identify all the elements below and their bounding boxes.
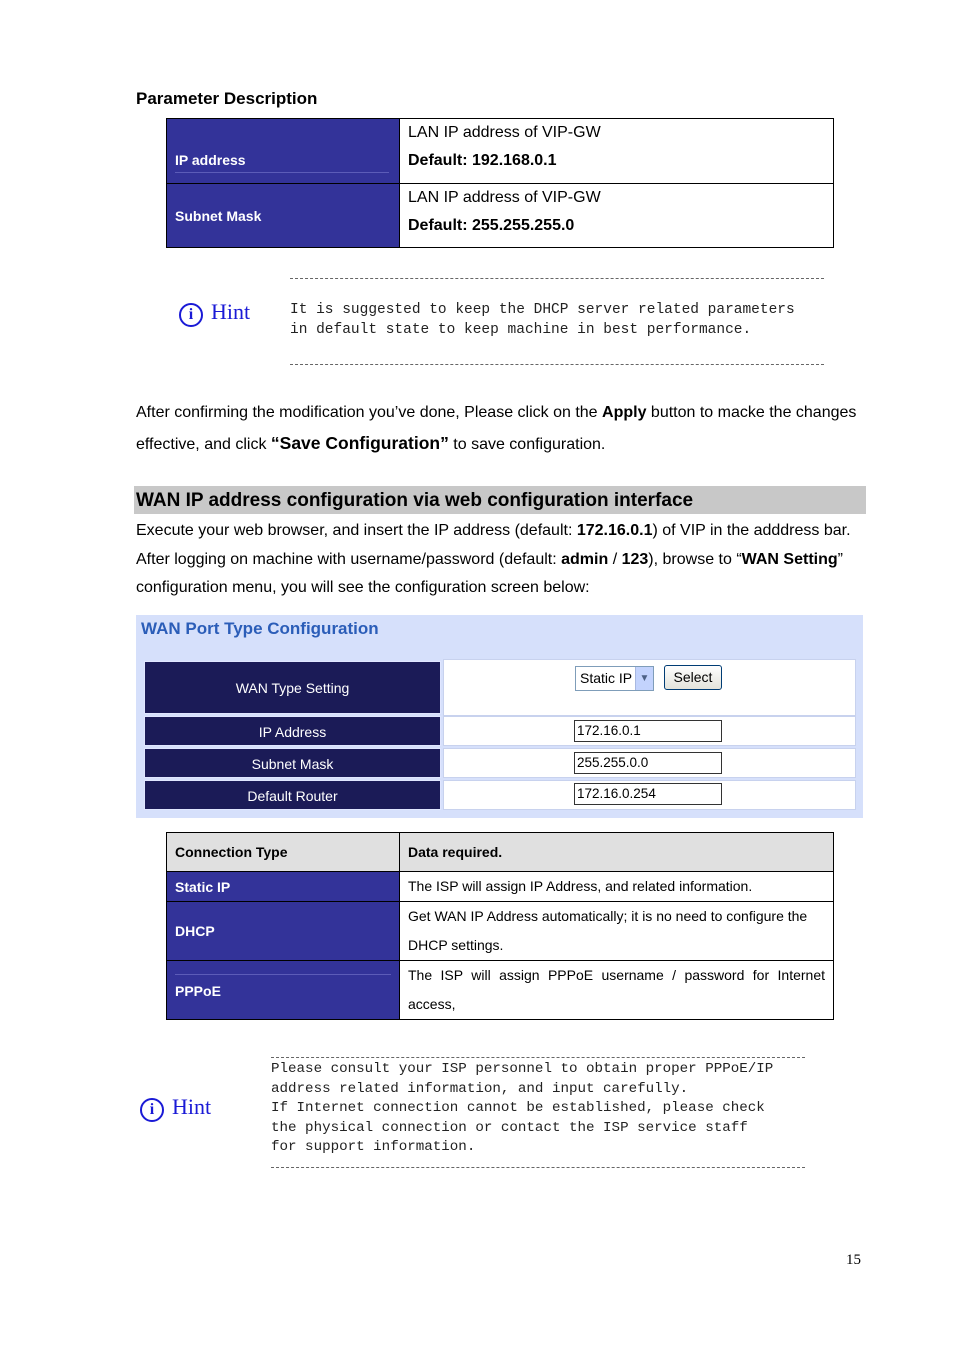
default-username: admin bbox=[561, 550, 609, 568]
param-desc-text: LAN IP address of VIP-GW bbox=[408, 189, 601, 206]
wan-panel-title: WAN Port Type Configuration bbox=[141, 619, 379, 638]
info-icon: i bbox=[140, 1098, 164, 1122]
chevron-down-icon[interactable]: ▼ bbox=[635, 667, 653, 690]
column-header: Connection Type bbox=[167, 833, 400, 872]
param-desc-text: LAN IP address of VIP-GW bbox=[408, 124, 601, 141]
paragraph-text: button to macke the changes effective, and click bbox=[136, 404, 857, 453]
info-icon: i bbox=[179, 303, 203, 327]
hint-heading bbox=[179, 299, 250, 327]
subnet-mask-input[interactable]: 255.255.0.0 bbox=[574, 752, 722, 774]
wan-paragraph bbox=[136, 517, 866, 603]
param-desc-ip bbox=[400, 119, 834, 184]
ip-address-input[interactable]: 172.16.0.1 bbox=[574, 720, 722, 742]
hint-text: It is suggested to keep the DHCP server related parameters in default state to keep machine in best performance. bbox=[290, 302, 795, 338]
paragraph-text: / bbox=[608, 550, 622, 568]
connection-type-cell: DHCP bbox=[167, 902, 400, 961]
save-term: “Save Configuration” bbox=[270, 433, 449, 453]
select-button[interactable]: Select bbox=[664, 665, 722, 690]
table-row bbox=[167, 902, 834, 961]
table-row bbox=[167, 872, 834, 902]
page-number: 15 bbox=[846, 1252, 861, 1268]
table-row bbox=[167, 961, 834, 1020]
wan-section-heading: WAN IP address configuration via web configuration interface bbox=[134, 486, 866, 514]
connection-type-cell: Static IP bbox=[167, 872, 400, 902]
paragraph-text: ) of VIP in the adddress bar. After logging on machine with username/password (default: bbox=[136, 522, 851, 568]
connection-type-text: PPPoE bbox=[175, 974, 391, 999]
default-router-label: Default Router bbox=[144, 780, 441, 810]
table-row bbox=[167, 184, 834, 248]
param-label-ip bbox=[167, 119, 400, 184]
hint-text: Please consult your ISP personnel to obtain proper PPPoE/IP address related information, and input carefully. If Internet connection cannot be established, please check the physical connection or contact the ISP service staff for support information. bbox=[271, 1061, 774, 1155]
wan-type-label: WAN Type Setting bbox=[144, 661, 441, 714]
hint-label: Hint bbox=[211, 299, 251, 324]
column-header: Data required. bbox=[400, 833, 834, 872]
table-header-row bbox=[167, 833, 834, 872]
wan-type-value: Static IP bbox=[580, 670, 633, 686]
param-label-mask: Subnet Mask bbox=[167, 184, 400, 248]
param-default: Default: 255.255.255.0 bbox=[408, 217, 575, 234]
apply-paragraph bbox=[136, 398, 866, 460]
hint-box bbox=[290, 278, 824, 365]
table-row bbox=[167, 119, 834, 184]
hint-heading bbox=[140, 1094, 211, 1122]
param-label-ip-text: IP address bbox=[175, 136, 389, 173]
parameter-table bbox=[166, 118, 834, 248]
subnet-mask-label: Subnet Mask bbox=[144, 748, 441, 778]
default-ip: 172.16.0.1 bbox=[576, 522, 653, 539]
connection-desc-cell: Get WAN IP Address automatically; it is no need to configure the DHCP settings. bbox=[400, 902, 834, 961]
section-title: Parameter Description bbox=[136, 89, 318, 108]
param-default: Default: 192.168.0.1 bbox=[408, 152, 557, 169]
param-desc-mask bbox=[400, 184, 834, 248]
ip-address-label: IP Address bbox=[144, 716, 441, 746]
hint-label: Hint bbox=[172, 1094, 212, 1119]
connection-type-table bbox=[166, 832, 834, 1020]
paragraph-text: After confirming the modification you’ve done, Please click on the bbox=[136, 404, 603, 421]
paragraph-text: ” configuration menu, you will see the configuration screen below: bbox=[136, 550, 843, 596]
paragraph-text: to save configuration. bbox=[448, 436, 606, 453]
hint-box bbox=[271, 1057, 805, 1168]
menu-name: WAN Setting bbox=[741, 550, 838, 568]
default-router-input[interactable]: 172.16.0.254 bbox=[574, 783, 722, 805]
connection-type-cell bbox=[167, 961, 400, 1020]
default-password: 123 bbox=[621, 550, 649, 568]
paragraph-text: ), browse to “ bbox=[648, 550, 742, 568]
apply-term: Apply bbox=[602, 404, 647, 421]
connection-desc-cell: The ISP will assign IP Address, and related information. bbox=[400, 872, 834, 902]
wan-type-select[interactable] bbox=[575, 666, 654, 691]
paragraph-text: Execute your web browser, and insert the IP address (default: bbox=[136, 522, 577, 539]
connection-desc-cell: The ISP will assign PPPoE username / password for Internet access, bbox=[400, 961, 834, 1020]
